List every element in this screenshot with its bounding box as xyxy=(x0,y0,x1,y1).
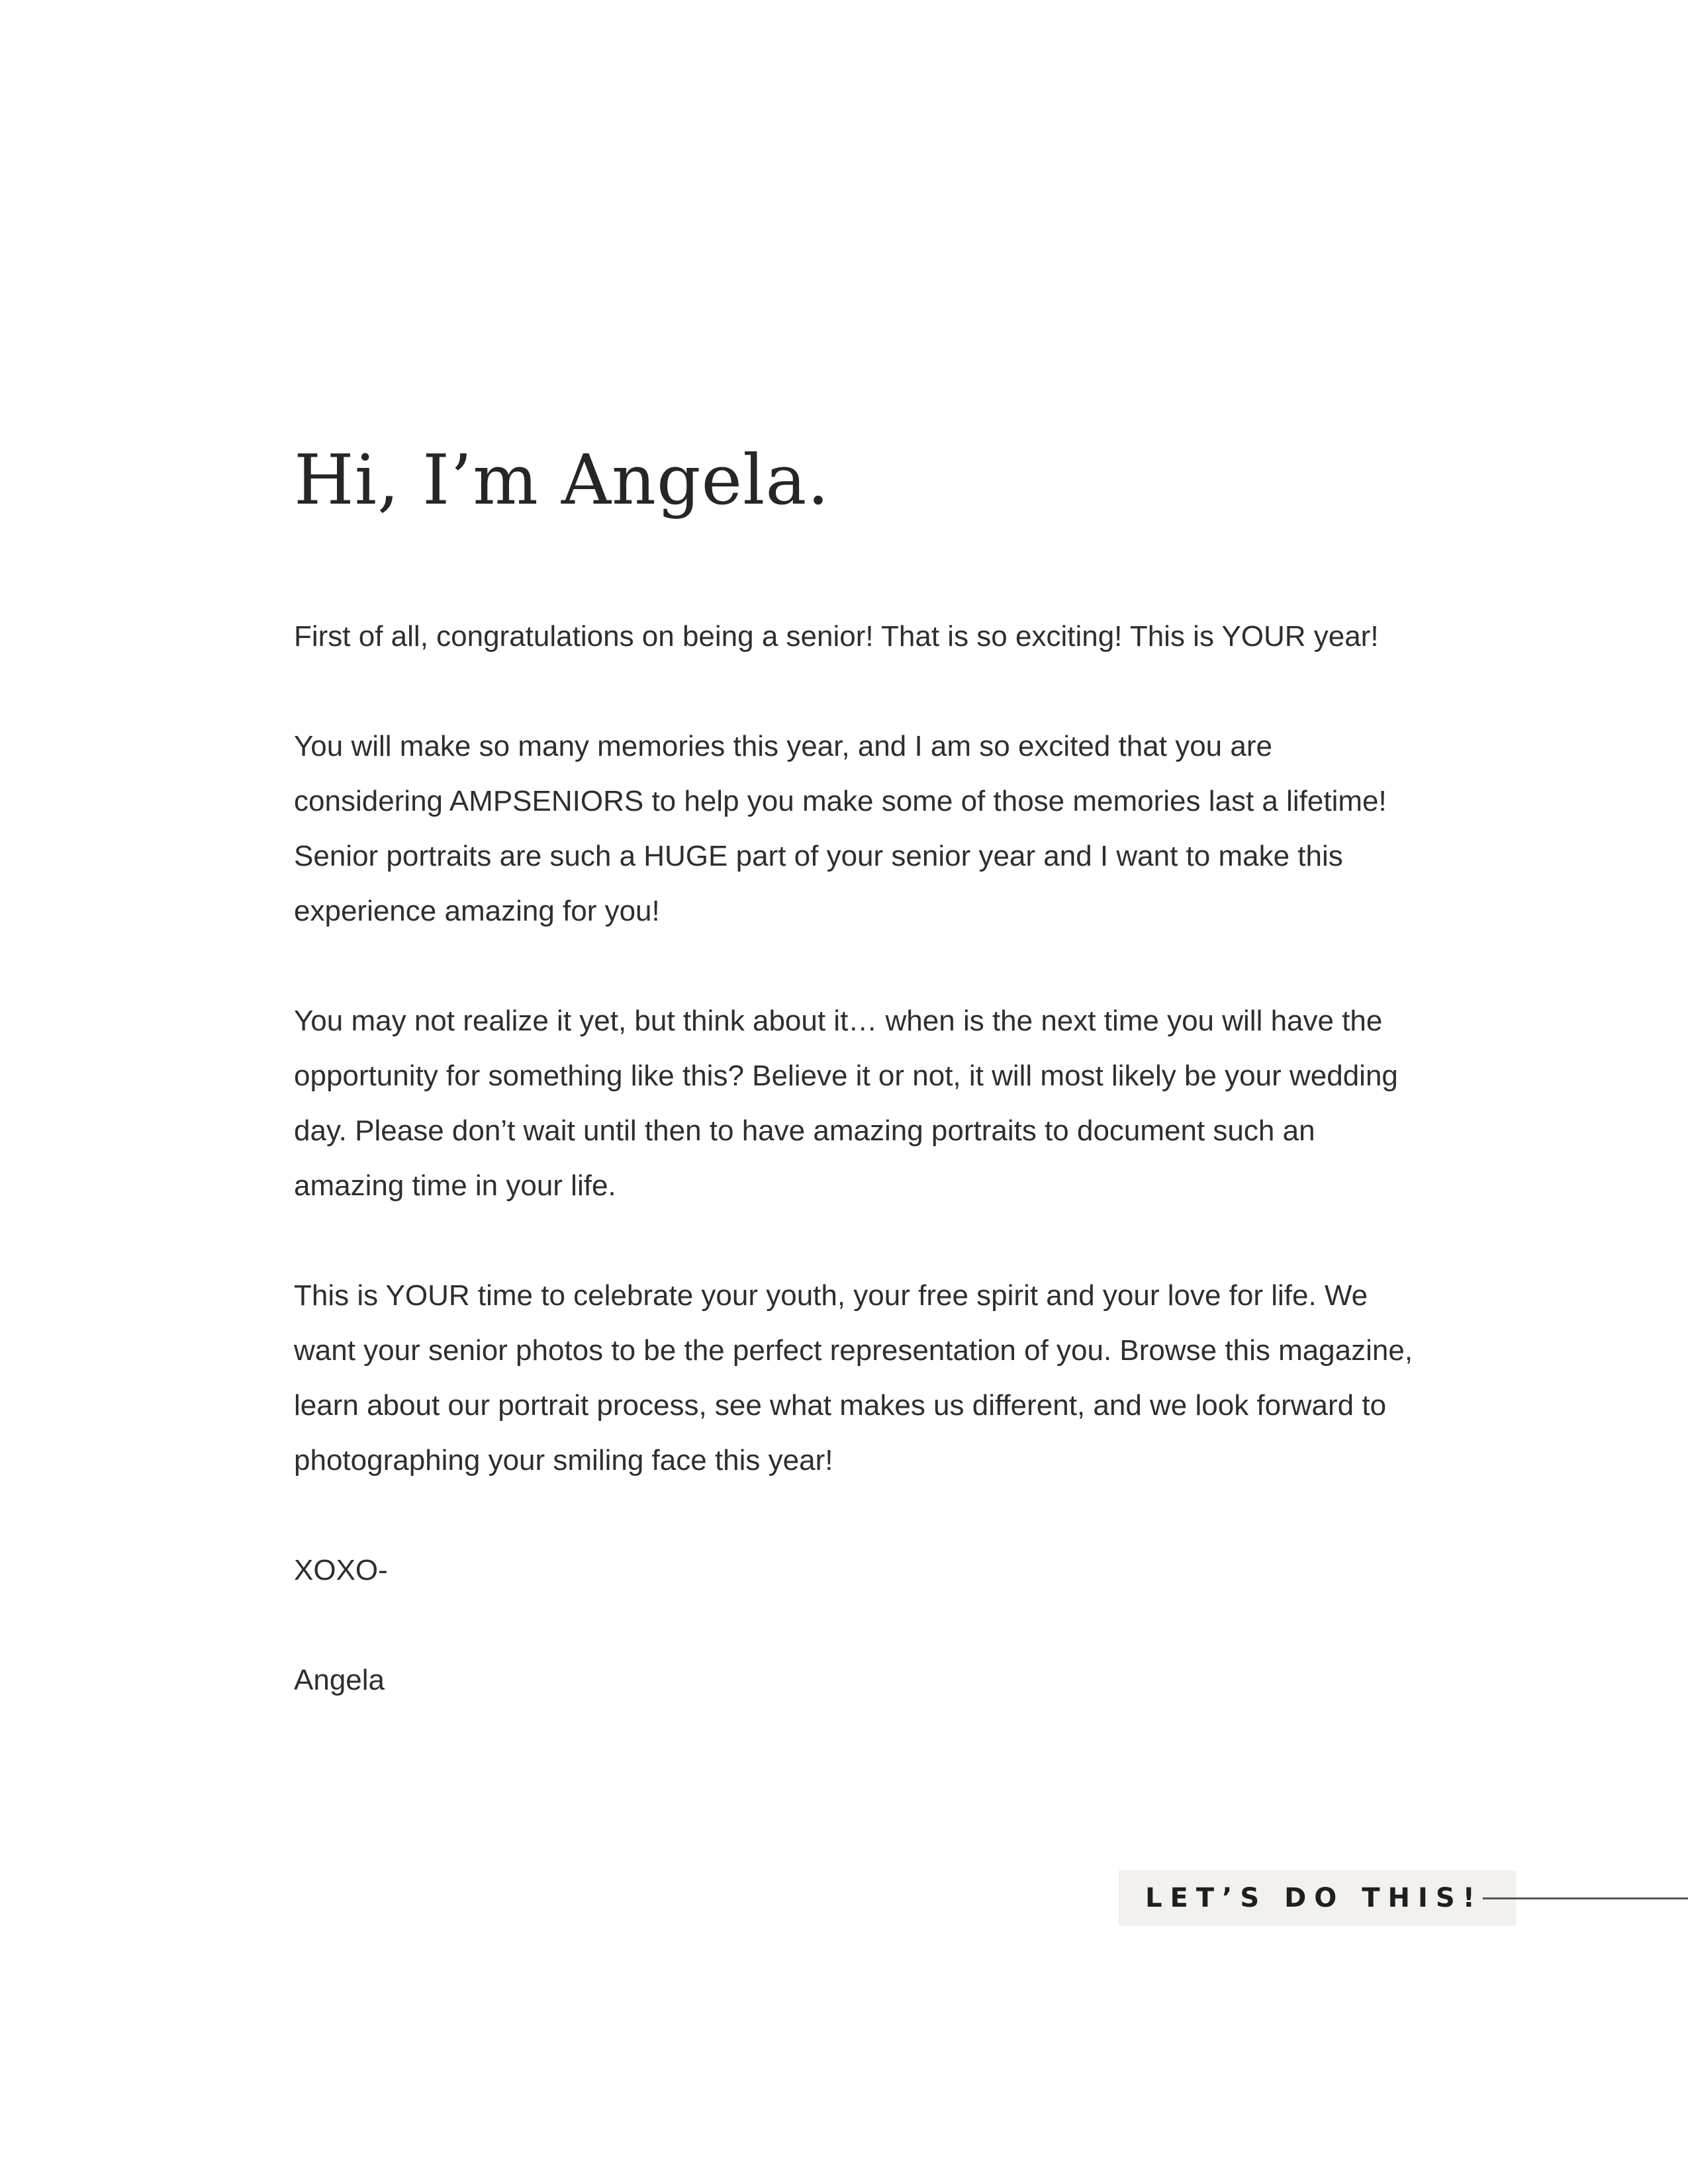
signature: Angela xyxy=(294,1664,385,1696)
paragraph-memories: You will make so many memories this year, and I am so excited that you are considering AMPSENIORS to help you make some of those memories last a lifetime! Senior portraits are such a HUGE part of your senior year and I want to make this experience amazing for you! xyxy=(294,730,1387,927)
paragraph-intro: First of all, congratulations on being a senior! That is so exciting! This is YOUR year! xyxy=(294,620,1379,653)
letter-body xyxy=(294,609,1419,1762)
closing: XOXO- xyxy=(294,1554,388,1586)
paragraph-celebrate: This is YOUR time to celebrate your youth, your free spirit and your love for life. We want your senior photos to be the perfect representation of you. Browse this magazine, learn about our portrait process, see what makes us different, and we look forward to photographing your smiling face this year! xyxy=(294,1279,1413,1477)
page-title: Hi, I’m Angela. xyxy=(294,439,830,520)
cta-label: LET’S DO THIS! xyxy=(1145,1883,1483,1913)
paragraph-opportunity: You may not realize it yet, but think about it… when is the next time you will have the opportunity for something like this? Believe it or not, it will most likely be your wedding day. Please don’t wait until then to have amazing portraits to document such an amazing time in your life. xyxy=(294,1005,1398,1202)
cta-rule-line xyxy=(1483,1897,1688,1899)
